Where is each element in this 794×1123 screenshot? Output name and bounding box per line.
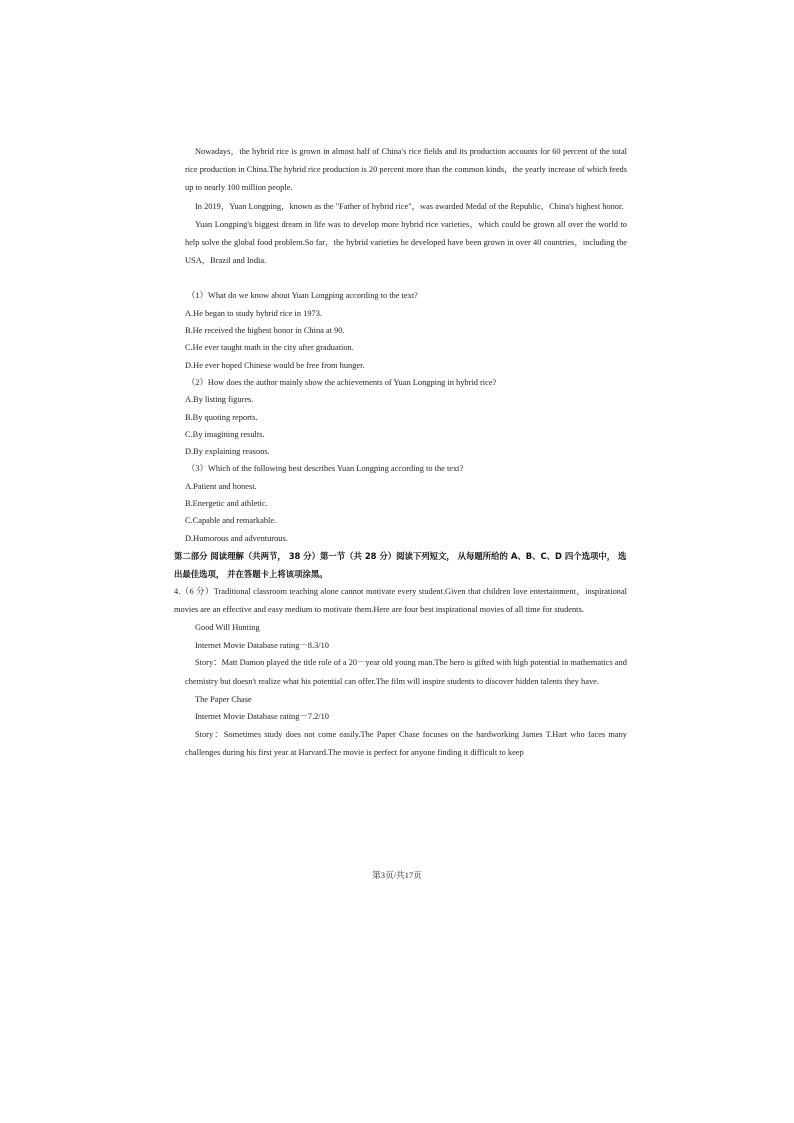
movie-2-rating: Internet Movie Database rating－7.2/10 xyxy=(195,712,329,722)
question-1 xyxy=(185,287,627,373)
question-4-intro: 4.（6 分）Traditional classroom teaching alone cannot motivate every student.Given that children love entertainment，inspirational movies are an effective and easy medium to motivate them.Here are four best inspirational movies of all time for students. xyxy=(174,586,627,615)
page-content xyxy=(174,143,627,762)
option-b: B.Energetic and athletic. xyxy=(185,498,268,508)
option-d: D.By explaining reasons. xyxy=(185,447,270,457)
passage-paragraph-3: Yuan Longping's biggest dream in life was to develop more hybrid rice varieties，which could be grown all over the world to help solve the global food problem.So far，the hybrid varieties he developed have been grown in over 40 countries，including the USA，Brazil and India. xyxy=(185,219,627,266)
option-d: D.He ever hoped Chinese would be free from hunger. xyxy=(185,360,365,370)
passage-paragraph-2: In 2019，Yuan Longping，known as the "Father of hybrid rice"，was awarded Medal of the Republic，China's highest honor. xyxy=(195,201,624,211)
option-b: B.He received the highest honor in China at 90. xyxy=(185,326,345,336)
movie-1-title: Good Will Hunting xyxy=(195,623,260,633)
question-2 xyxy=(185,374,627,460)
option-a: A.By listing figures. xyxy=(185,395,254,405)
spacer xyxy=(185,270,627,287)
question-stem: （1）What do we know about Yuan Longping according to the text? xyxy=(187,291,418,301)
option-c: C.He ever taught math in the city after graduation. xyxy=(185,343,354,353)
option-a: A.He began to study hybrid rice in 1973. xyxy=(185,308,322,318)
option-a: A.Patient and honest. xyxy=(185,481,257,491)
passage-paragraph-1: Nowadays，the hybrid rice is grown in almost half of China's rice fields and its production accounts for 60 percent of the total rice production in China.The hybrid rice production is 20 percent more than the common kinds，the yearly increase of which feeds up to nearly 100 million people. xyxy=(185,147,627,193)
option-c: C.By imagining results. xyxy=(185,429,265,439)
movie-2-story: Story：Sometimes study does not come easily.The Paper Chase focuses on the hardworking James T.Hart who faces many challenges during his first year at Harvard.The movie is perfect for anyone finding it difficult to keep xyxy=(185,730,627,758)
question-stem: （3）Which of the following best describes Yuan Longping according to the text? xyxy=(187,464,464,474)
movie-1-story: Story：Matt Damon played the title role of a 20－year old young man.The hero is gifted with high potential in mathematics and chemistry but doesn't realize what his potential can offer.The film will inspire students to discover hidden talents they have. xyxy=(185,658,627,686)
movie-1-rating: Internet Movie Database rating－8.3/10 xyxy=(195,640,329,650)
option-b: B.By quoting reports. xyxy=(185,412,258,422)
option-c: C.Capable and remarkable. xyxy=(185,516,277,526)
question-3 xyxy=(185,460,627,546)
section-heading: 第二部分 阅读理解（共两节， 38 分）第一节（共 28 分）阅读下列短文， 从每题所给的 A、B、C、D 四个选项中， 选出最佳选项， 并在答题卡上将该项涂黑。 xyxy=(174,550,627,579)
option-d: D.Humorous and adventurous. xyxy=(185,533,288,543)
movie-2-title: The Paper Chase xyxy=(195,694,252,704)
page-number: 第3页/共17页 xyxy=(372,870,422,880)
question-stem: （2）How does the author mainly show the achievements of Yuan Longping in hybrid rice? xyxy=(187,377,497,387)
